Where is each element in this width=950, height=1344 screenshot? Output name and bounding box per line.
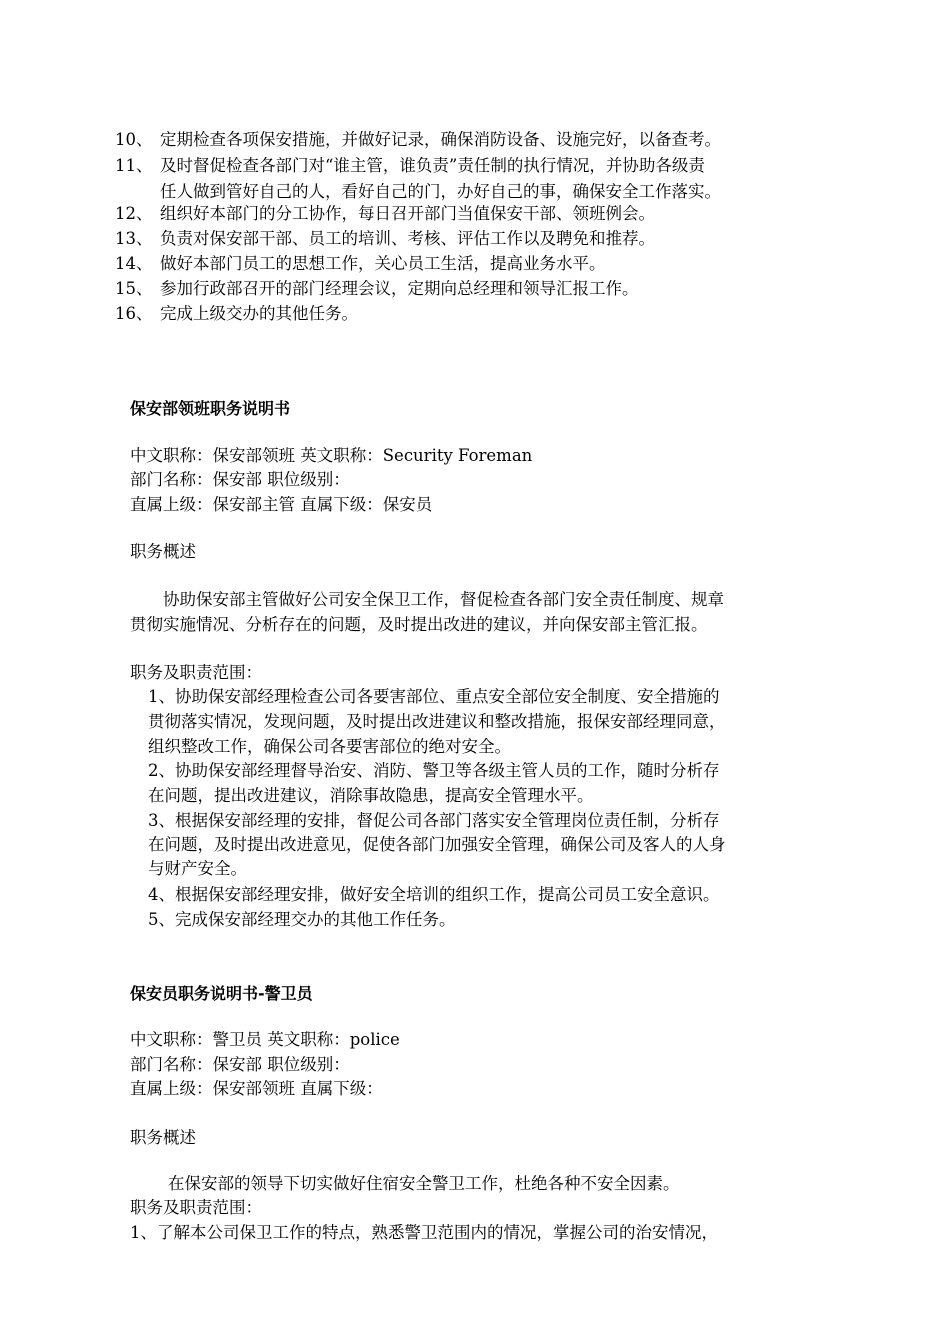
scope-text: 组织整改工作，确保公司各要害部位的绝对安全。: [148, 737, 511, 756]
info-line: 部门名称：保安部 职位级别：: [130, 470, 350, 489]
scope-text: 4、根据保安部经理安排，做好安全培训的组织工作，提高公司员工安全意识。: [148, 885, 720, 904]
list-item-text: 及时督促检查各部门对“谁主管，谁负责”责任制的执行情况，并协助各级责: [160, 156, 705, 175]
list-item-text: 定期检查各项保安措施，并做好记录，确保消防设备、设施完好，以备查考。: [160, 130, 721, 149]
overview-text: 在保安部的领导下切实做好住宿安全警卫工作，杜绝各种不安全因素。: [168, 1174, 680, 1193]
list-item-number: 12、: [115, 204, 153, 223]
list-item-number: 16、: [115, 304, 153, 323]
scope-text: 与财产安全。: [148, 859, 247, 878]
overview-heading: 职务概述: [130, 1128, 196, 1147]
overview-text: 贯彻实施情况、分析存在的问题，及时提出改进的建议，并向保安部主管汇报。: [130, 615, 708, 634]
list-item-text: 参加行政部召开的部门经理会议，定期向总经理和领导汇报工作。: [160, 279, 639, 298]
section-title: 保安员职务说明书-警卫员: [130, 984, 313, 1003]
info-line: 部门名称：保安部 职位级别：: [130, 1055, 350, 1074]
overview-heading: 职务概述: [130, 542, 196, 561]
info-line: 直属上级：保安部领班 直属下级：: [130, 1079, 383, 1098]
list-item-number: 13、: [115, 229, 153, 248]
info-line: 中文职称：警卫员 英文职称：police: [130, 1030, 400, 1049]
overview-text: 协助保安部主管做好公司安全保卫工作，督促检查各部门安全责任制度、规章: [163, 590, 724, 609]
list-item-text: 负责对保安部干部、员工的培训、考核、评估工作以及聘免和推荐。: [160, 229, 655, 248]
scope-text: 5、完成保安部经理交办的其他工作任务。: [148, 910, 456, 929]
list-item-text: 做好本部门员工的思想工作，关心员工生活，提高业务水平。: [160, 254, 606, 273]
list-item-number: 15、: [115, 279, 153, 298]
list-item-text: 组织好本部门的分工协作，每日召开部门当值保安干部、领班例会。: [160, 204, 655, 223]
scope-text: 在问题，提出改进建议，消除事故隐患，提高安全管理水平。: [148, 786, 594, 805]
list-item-text: 任人做到管好自己的人，看好自己的门，办好自己的事，确保安全工作落实。: [160, 182, 721, 201]
list-item-number: 14、: [115, 254, 153, 273]
scope-heading: 职务及职责范围：: [130, 663, 262, 682]
scope-text: 3、根据保安部经理的安排，督促公司各部门落实安全管理岗位责任制，分析存: [148, 811, 720, 830]
scope-text: 1、协助保安部经理检查公司各要害部位、重点安全部位安全制度、安全措施的: [148, 687, 720, 706]
list-item-number: 10、: [115, 130, 153, 149]
section-title: 保安部领班职务说明书: [130, 399, 291, 418]
info-line: 中文职称：保安部领班 英文职称：Security Foreman: [130, 446, 533, 465]
scope-text: 在问题，及时提出改进意见，促使各部门加强安全管理，确保公司及客人的人身: [148, 835, 726, 854]
info-line: 直属上级：保安部主管 直属下级：保安员: [130, 495, 433, 514]
list-item-text: 完成上级交办的其他任务。: [160, 304, 358, 323]
list-item-number: 11、: [115, 156, 153, 175]
scope-text: 2、协助保安部经理督导治安、消防、警卫等各级主管人员的工作，随时分析存: [148, 761, 720, 780]
scope-text: 贯彻落实情况，发现问题，及时提出改进建议和整改措施，报保安部经理同意，: [148, 712, 726, 731]
scope-heading: 职务及职责范围：: [130, 1198, 262, 1217]
scope-text: 1、了解本公司保卫工作的特点，熟悉警卫范围内的情况，掌握公司的治安情况，: [130, 1223, 718, 1242]
